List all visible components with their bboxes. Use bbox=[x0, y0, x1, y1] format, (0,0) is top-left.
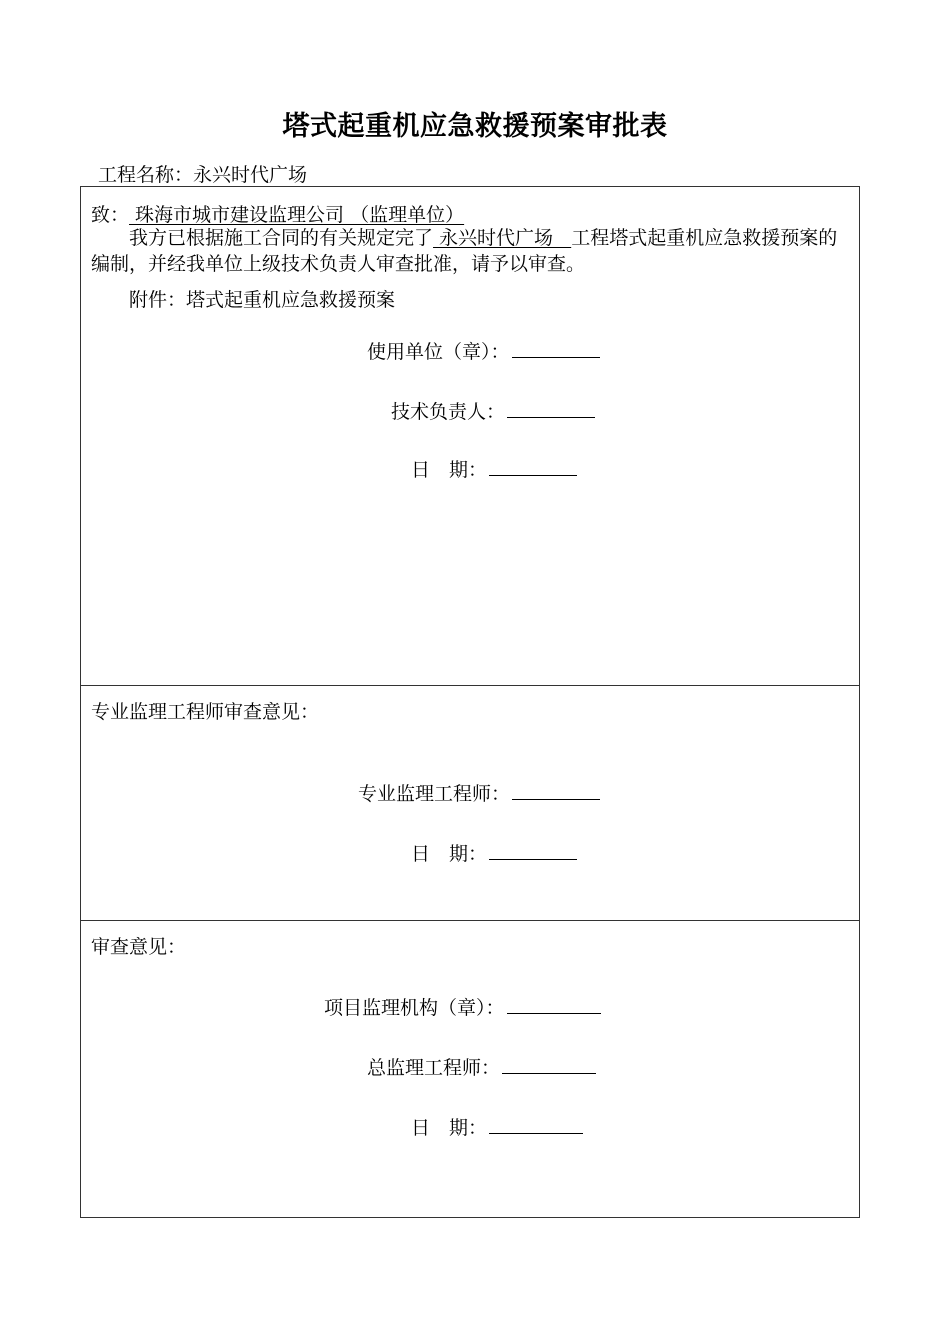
engineer-review-heading: 专业监理工程师审查意见： bbox=[91, 701, 320, 723]
submission-date-blank[interactable] bbox=[489, 457, 577, 476]
paragraph-prefix: 我方已根据施工合同的有关规定完了 bbox=[129, 227, 434, 249]
org-signature bbox=[324, 995, 601, 1020]
submission-section bbox=[81, 187, 859, 685]
tech-lead-label: 技术负责人： bbox=[391, 401, 506, 423]
chief-blank[interactable] bbox=[502, 1055, 596, 1074]
final-review-section bbox=[81, 920, 859, 1219]
final-date-label: 日 期： bbox=[411, 1117, 488, 1139]
final-date bbox=[411, 1115, 583, 1140]
project-name-value: 永兴时代广场 bbox=[193, 164, 308, 186]
engineer-review-section bbox=[81, 685, 859, 920]
paragraph-suffix: 工程塔式起重机应急救援预案的编制，并经我单位上级技术负责人审查批准，请予以审查。 bbox=[91, 227, 838, 275]
submission-paragraph bbox=[91, 225, 853, 277]
project-name-line bbox=[98, 160, 307, 187]
approval-form-table bbox=[80, 186, 860, 1218]
org-label: 项目监理机构（章）： bbox=[324, 997, 505, 1019]
document-title: 塔式起重机应急救援预案审批表 bbox=[282, 111, 668, 142]
addressee-line bbox=[91, 204, 464, 227]
attachment-line: 附件：塔式起重机应急救援预案 bbox=[129, 289, 396, 311]
addressee-value: 珠海市城市建设监理公司 （监理单位） bbox=[129, 204, 465, 226]
engineer-date-label: 日 期： bbox=[411, 843, 488, 865]
engineer-signature bbox=[358, 781, 600, 806]
paragraph-project-name: 永兴时代广场 bbox=[433, 227, 572, 249]
submission-date-label: 日 期： bbox=[411, 459, 488, 481]
tech-lead-blank[interactable] bbox=[507, 399, 595, 418]
final-review-heading: 审查意见： bbox=[91, 936, 187, 958]
use-unit-label: 使用单位（章）： bbox=[367, 341, 510, 363]
engineer-blank[interactable] bbox=[512, 781, 600, 800]
chief-signature bbox=[367, 1055, 596, 1080]
engineer-label: 专业监理工程师： bbox=[358, 783, 511, 805]
engineer-date-blank[interactable] bbox=[489, 841, 577, 860]
engineer-date bbox=[411, 841, 577, 866]
use-unit-signature bbox=[367, 339, 600, 364]
addressee-label: 致： bbox=[91, 204, 130, 226]
use-unit-blank[interactable] bbox=[512, 339, 600, 358]
tech-lead-signature bbox=[391, 399, 595, 424]
project-name-label: 工程名称： bbox=[98, 164, 194, 186]
chief-label: 总监理工程师： bbox=[367, 1057, 501, 1079]
submission-date bbox=[411, 457, 577, 482]
org-blank[interactable] bbox=[507, 995, 601, 1014]
final-date-blank[interactable] bbox=[489, 1115, 583, 1134]
